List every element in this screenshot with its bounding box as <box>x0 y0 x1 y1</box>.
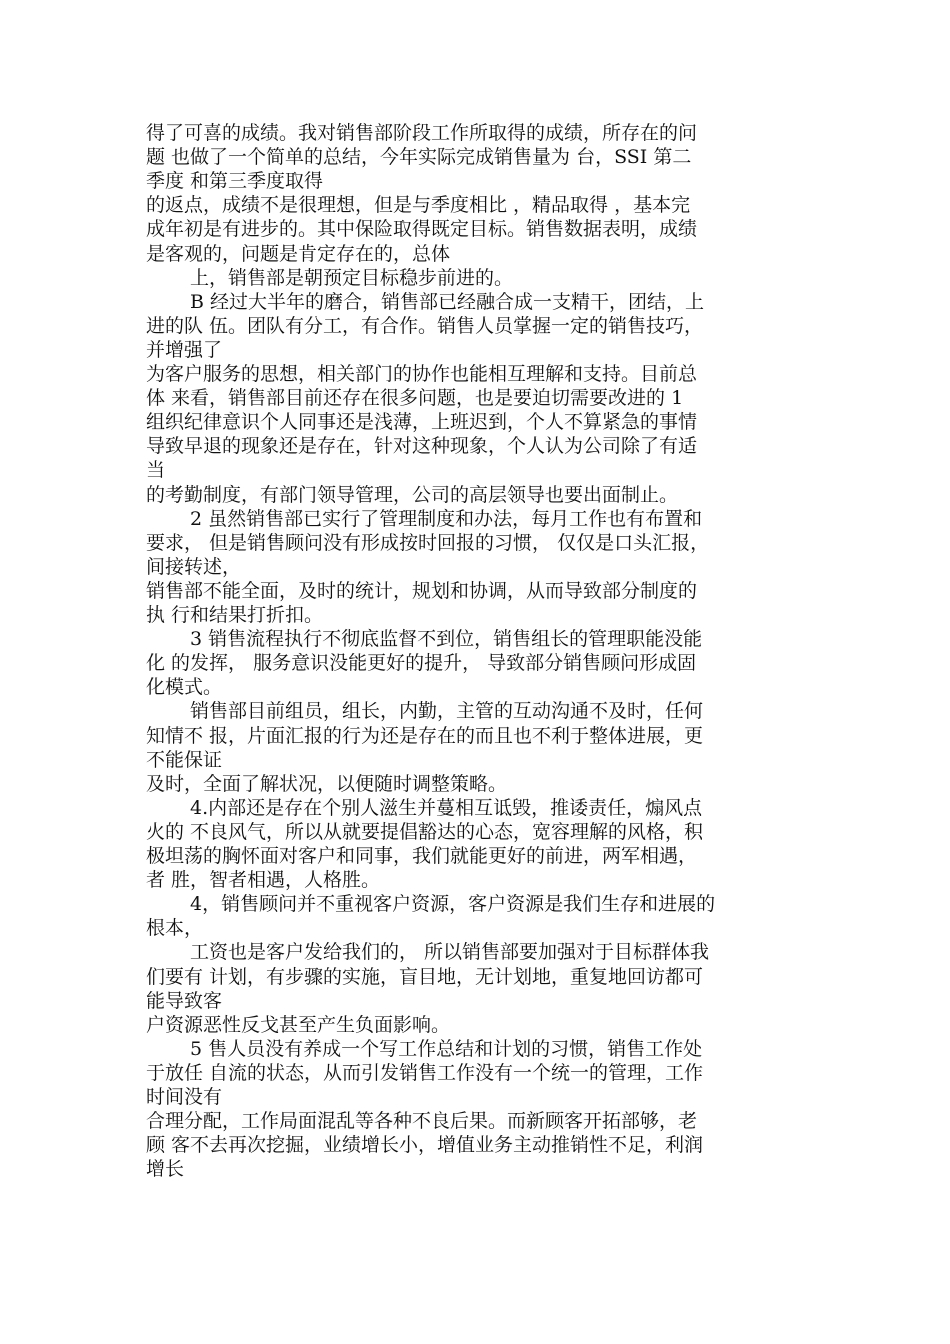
text-line: 销售部不能全面，及时的统计，规划和协调，从而导致部分制度的 <box>146 579 698 602</box>
text-line: 上，销售部是朝预定目标稳步前进的。 <box>190 266 514 289</box>
text-line: 要求， 但是销售顾问没有形成按时回报的习惯， 仅仅是口头汇报， <box>146 531 710 554</box>
text-line: 们要有 计划，有步骤的实施，盲目地，无计划地，重复地回访都可 <box>146 965 704 988</box>
text-line: 增长 <box>146 1158 185 1181</box>
text-line: 得了可喜的成绩。我对销售部阶段工作所取得的成绩，所存在的问 <box>146 122 698 144</box>
text-line: 工资也是客户发给我们的， 所以销售部要加强对于目标群体我 <box>190 941 710 964</box>
text-line: 执 行和结果打折扣。 <box>146 604 324 626</box>
text-line: 及时，全面了解状况，以便随时调整策略。 <box>146 772 508 795</box>
text-line: 不能保证 <box>146 748 223 771</box>
text-line: 3 销售流程执行不彻底监督不到位，销售组长的管理职能没能 <box>190 628 703 651</box>
text-line: 能导致客 <box>146 989 223 1012</box>
text-line: 是客观的，问题是肯定存在的，总体 <box>146 242 451 265</box>
text-line: 导致早退的现象还是存在，针对这种现象，个人认为公司除了有适 <box>146 435 698 458</box>
text-line: 合理分配，工作局面混乱等各种不良后果。而新顾客开拓部够，老 <box>146 1110 698 1133</box>
text-line: 并增强了 <box>146 338 223 361</box>
text-line: 化 的发挥， 服务意识没能更好的提升， 导致部分销售顾问形成固 <box>146 652 697 675</box>
text-line: 4.内部还是存在个别人滋生并蔓相互诋毁，推诿责任，煽风点 <box>190 796 703 819</box>
text-line: 顾 客不去再次挖掘，业绩增长小，增值业务主动推销性不足，利润 <box>146 1134 704 1157</box>
text-line: B 经过大半年的磨合，销售部已经融合成一支精干，团结，上 <box>190 290 705 313</box>
text-line: 为客户服务的思想，相关部门的协作也能相互理解和支持。目前总 <box>146 363 698 385</box>
text-line: 知情不 报，片面汇报的行为还是存在的而且也不利于整体进展，更 <box>146 724 704 747</box>
text-line: 间接转述， <box>146 555 242 578</box>
text-line: 4，销售顾问并不重视客户资源，客户资源是我们生存和进展的 <box>190 893 716 916</box>
text-line: 者 胜，智者相遇，人格胜。 <box>146 869 381 892</box>
text-line: 成年初是有进步的。其中保险取得既定目标。销售数据表明，成绩 <box>146 218 698 241</box>
text-line: 当 <box>146 459 166 482</box>
text-line: 组织纪律意识个人同事还是浅薄，上班迟到，个人不算紧急的事情 <box>146 411 698 434</box>
text-line: 销售部目前组员，组长，内勤，主管的互动沟通不及时，任何 <box>190 700 704 723</box>
text-line: 5 售人员没有养成一个写工作总结和计划的习惯，销售工作处 <box>190 1037 703 1060</box>
text-line: 火的 不良风气，所以从就要提倡豁达的心态，宽容理解的风格，积 <box>146 820 704 843</box>
text-line: 户资源恶性反戈甚至产生负面影响。 <box>146 1013 451 1036</box>
text-line: 极坦荡的胸怀面对客户和同事，我们就能更好的前进，两军相遇， <box>146 845 698 867</box>
text-line: 根本， <box>146 917 204 940</box>
text-line: 时间没有 <box>146 1086 223 1108</box>
text-line: 季度 和第三季度取得 <box>146 170 324 193</box>
text-line: 的返点，成绩不是很理想，但是与季度相比 ，精品取得 ，基本完 <box>146 194 691 217</box>
text-line: 题 也做了一个简单的总结，今年实际完成销售量为 台，SSI 第二 <box>146 146 692 169</box>
text-line: 进的队 伍。团队有分工，有合作。销售人员掌握一定的销售技巧， <box>146 314 704 337</box>
text-line: 于放任 自流的状态，从而引发销售工作没有一个统一的管理，工作 <box>146 1061 704 1084</box>
text-line: 2 虽然销售部已实行了管理制度和办法，每月工作也有布置和 <box>190 507 703 530</box>
text-line: 化模式。 <box>146 676 223 699</box>
text-line: 体 来看，销售部目前还存在很多问题，也是要迫切需要改进的 1 <box>146 387 684 410</box>
text-line: 的考勤制度，有部门领导管理，公司的高层领导也要出面制止。 <box>146 483 679 506</box>
